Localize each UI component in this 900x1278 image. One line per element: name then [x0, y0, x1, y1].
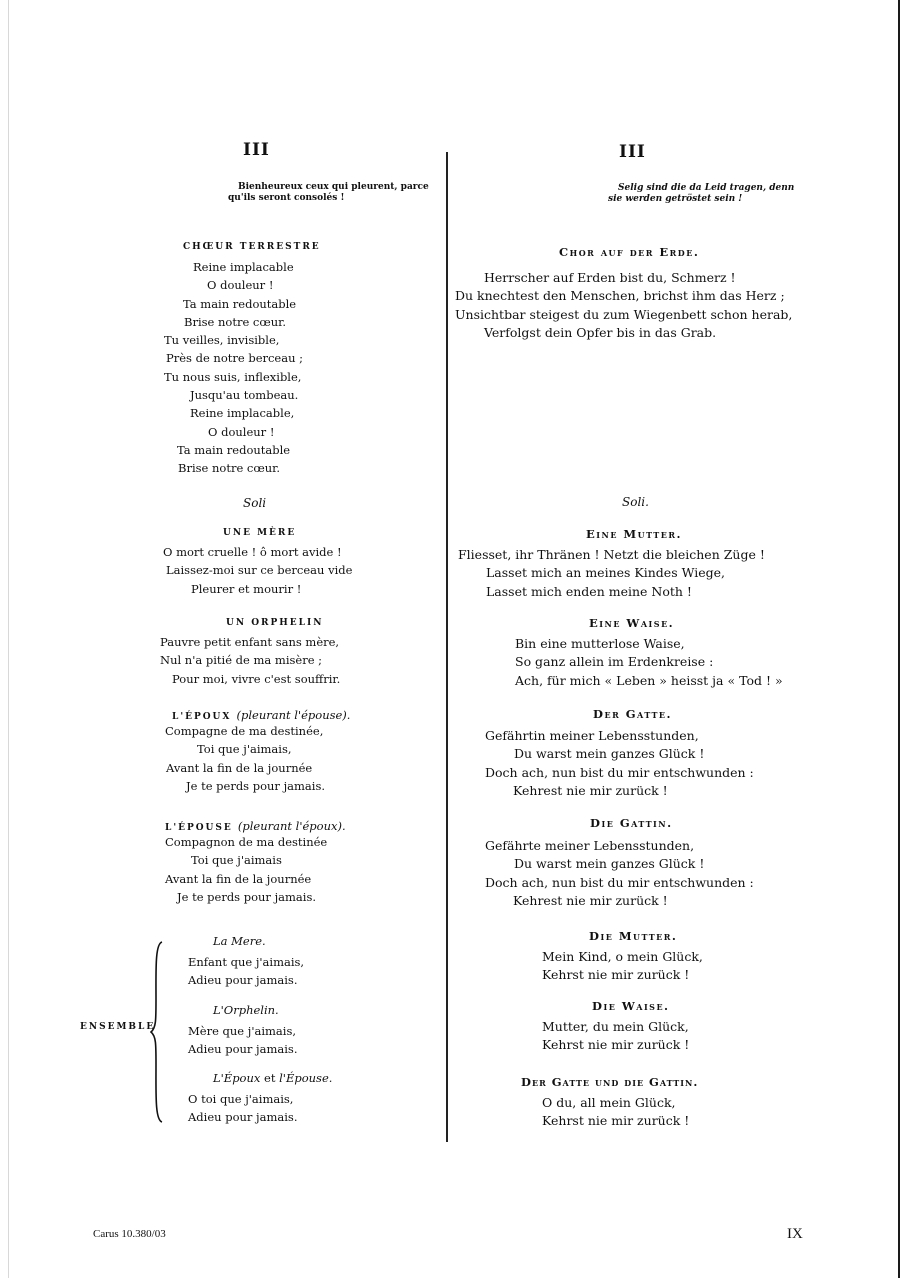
role-name: L'ÉPOUSE: [165, 823, 233, 833]
verse-line: O du, all mein Glück,: [542, 1095, 676, 1110]
verse-line: Adieu pour jamais.: [188, 1042, 298, 1057]
ensemble-title-orphelin: L'Orphelin.: [213, 1003, 279, 1017]
verse-line: Nul n'a pitié de ma misère ;: [160, 653, 323, 668]
role-heading-paar: Der Gatte und die Gattin.: [521, 1075, 699, 1089]
verse-line: Pauvre petit enfant sans mère,: [160, 635, 340, 649]
epigraph-line: sie werden getröstet sein !: [608, 194, 743, 204]
verse-line: Je te perds pour jamais.: [177, 889, 316, 904]
role-name: L'ÉPOUX: [172, 712, 232, 722]
verse-line: Unsichtbar steigest du zum Wiegenbett schon herab,: [455, 306, 793, 322]
verse-gatte: [485, 727, 754, 801]
verse-line: Ta main redoutable: [177, 442, 291, 457]
verse-line: O mort cruelle ! ô mort avide !: [163, 545, 342, 559]
section-number-de: III: [619, 142, 646, 162]
verse-line: Adieu pour jamais.: [188, 1110, 298, 1125]
verse-line: Lasset mich an meines Kindes Wiege,: [486, 565, 725, 581]
verse-line: Doch ach, nun bist du mir entschwunden :: [485, 874, 754, 890]
verse-line: Kehrst nie mir zurück !: [542, 967, 690, 983]
role-heading-die-mutter: Die Mutter.: [589, 929, 678, 943]
conjunction: et: [264, 1071, 276, 1085]
chorus-heading-fr: CHŒUR TERRESTRE: [183, 242, 321, 252]
verse-line: Laissez-moi sur ce berceau vide: [166, 563, 353, 578]
verse-waise: [515, 635, 783, 690]
verse-line: Reine implacable,: [190, 406, 295, 421]
role-heading-mutter: Eine Mutter.: [586, 527, 682, 541]
verse-line: Mein Kind, o mein Glück,: [542, 949, 703, 964]
verse-paar: [542, 1094, 689, 1131]
verse-mutter: [458, 546, 765, 601]
stage-direction: (pleurant l'époux).: [237, 819, 346, 833]
verse-line: Lasset mich enden meine Noth !: [486, 583, 692, 599]
verse-line: Reine implacable: [193, 260, 294, 274]
verse-line: Toi que j'aimais: [191, 853, 282, 868]
verse-line: Brise notre cœur.: [178, 461, 281, 476]
verse-gattin: [485, 837, 754, 911]
verse-line: Doch ach, nun bist du mir entschwunden :: [485, 764, 754, 780]
verse-line: Mutter, du mein Glück,: [542, 1019, 689, 1034]
verse-line: Avant la fin de la journée: [166, 760, 313, 775]
verse-line: Pour moi, vivre c'est souffrir.: [172, 671, 341, 686]
role-heading-orphelin: UN ORPHELIN: [226, 618, 324, 628]
verse-line: Gefährte meiner Lebensstunden,: [485, 838, 695, 853]
soli-heading-fr: Soli: [243, 496, 267, 510]
role-name: l'Épouse.: [279, 1071, 333, 1085]
verse-line: Ach, für mich « Leben » heisst ja « Tod ! »: [515, 672, 783, 688]
epigraph-line: qu'ils seront consolés !: [228, 193, 345, 203]
verse-epouse: [165, 833, 327, 906]
verse-line: Avant la fin de la journée: [165, 871, 312, 886]
verse-line: Près de notre berceau ;: [166, 351, 304, 366]
catalog-number: Carus 10.380/03: [93, 1228, 166, 1240]
ensemble-brace: [150, 940, 164, 1124]
verse-line: Brise notre cœur.: [184, 314, 287, 329]
verse-line: Kehrst nie mir zurück !: [542, 1113, 690, 1129]
soli-heading-de: Soli.: [622, 495, 649, 509]
role-heading-waise: Eine Waise.: [589, 616, 675, 630]
verse-line: Ta main redoutable: [183, 296, 297, 311]
verse-line: Tu nous suis, inflexible,: [164, 369, 302, 384]
verse-die-waise: [542, 1018, 689, 1055]
role-heading-epoux: [172, 704, 350, 723]
verse-line: Kehrest nie mir zurück !: [513, 783, 668, 799]
role-name: L'Époux: [213, 1071, 261, 1085]
column-divider: [446, 152, 448, 1142]
verse-line: Kehrst nie mir zurück !: [542, 1037, 690, 1053]
verse-line: Mère que j'aimais,: [188, 1024, 297, 1038]
verse-mere: [163, 543, 352, 598]
verse-line: Verfolgst dein Opfer bis in das Grab.: [484, 325, 717, 341]
ensemble-verse-mere: [188, 953, 304, 990]
chorus-heading-de: Chor auf der Erde.: [559, 245, 700, 259]
verse-line: Compagne de ma destinée,: [165, 724, 324, 738]
verse-line: Kehrest nie mir zurück !: [513, 893, 668, 909]
verse-epoux: [165, 722, 325, 795]
verse-line: Jusqu'au tombeau.: [190, 388, 299, 403]
page-edge: [8, 0, 9, 1278]
verse-line: Je te perds pour jamais.: [186, 778, 325, 793]
role-heading-die-waise: Die Waise.: [592, 999, 670, 1013]
verse-line: Enfant que j'aimais,: [188, 955, 305, 969]
verse-line: Du warst mein ganzes Glück !: [514, 746, 705, 762]
chorus-verse-fr: [163, 258, 303, 478]
verse-line: Bin eine mutterlose Waise,: [515, 636, 685, 651]
role-heading-gatte: Der Gatte.: [593, 707, 673, 721]
verse-line: Tu veilles, invisible,: [164, 333, 280, 348]
verse-die-mutter: [542, 948, 703, 985]
verse-line: O toi que j'aimais,: [188, 1092, 294, 1106]
chorus-verse-de: [455, 269, 792, 343]
ensemble-verse-orphelin: [188, 1022, 297, 1059]
ensemble-title-mere: La Mere.: [213, 934, 266, 948]
verse-line: O douleur !: [208, 424, 275, 439]
ensemble-verse-epoux: [188, 1090, 297, 1127]
verse-line: Adieu pour jamais.: [188, 973, 298, 988]
verse-line: Pleurer et mourir !: [191, 581, 302, 596]
verse-line: Compagnon de ma destinée: [165, 835, 328, 849]
role-heading-gattin: Die Gattin.: [590, 816, 673, 830]
verse-line: Toi que j'aimais,: [197, 742, 292, 757]
verse-line: O douleur !: [207, 278, 274, 293]
epigraph-fr: [228, 182, 429, 204]
ensemble-title-epoux: [213, 1071, 332, 1085]
stage-direction: (pleurant l'épouse).: [236, 708, 351, 722]
verse-orphelin: [160, 633, 340, 688]
verse-line: Herrscher auf Erden bist du, Schmerz !: [484, 270, 736, 285]
section-number-fr: III: [243, 140, 270, 160]
verse-line: Gefährtin meiner Lebensstunden,: [485, 728, 699, 743]
ensemble-label: ENSEMBLE: [80, 1022, 156, 1032]
verse-line: Fliesset, ihr Thränen ! Netzt die bleichen Züge !: [458, 547, 765, 562]
role-heading-epouse: [165, 815, 346, 834]
verse-line: Du knechtest den Menschen, brichst ihm das Herz ;: [455, 288, 785, 304]
verse-line: Du warst mein ganzes Glück !: [514, 856, 705, 872]
role-heading-mere: UNE MÈRE: [223, 528, 297, 538]
epigraph-de: [608, 183, 794, 205]
epigraph-line: Selig sind die da Leid tragen, denn: [618, 183, 795, 193]
page-number: IX: [787, 1226, 803, 1242]
verse-line: So ganz allein im Erdenkreise :: [515, 654, 714, 670]
epigraph-line: Bienheureux ceux qui pleurent, parce: [238, 182, 429, 192]
